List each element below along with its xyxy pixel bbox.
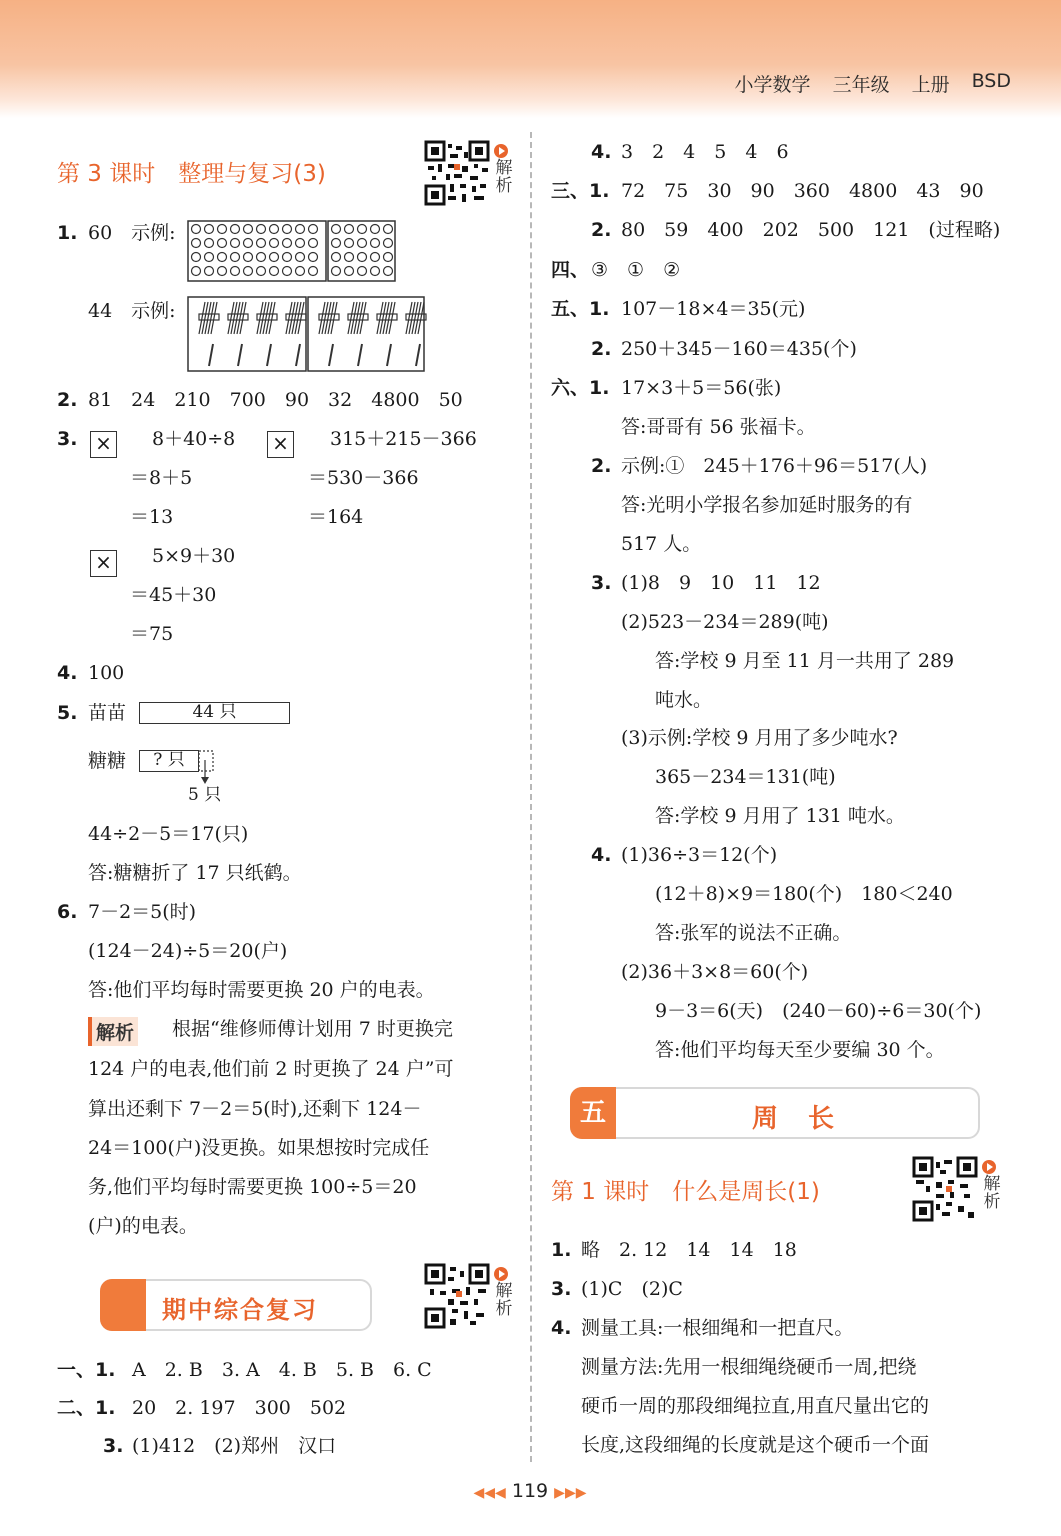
- wrong-mark-1: ×: [90, 431, 117, 458]
- q3-third-line1: 5×9＋30: [152, 545, 236, 567]
- dot: [270, 225, 279, 234]
- dot: [205, 253, 214, 262]
- r-item-5-number: 五、1.: [551, 298, 610, 320]
- qr-code-icon[interactable]: [424, 1263, 490, 1329]
- dot: [257, 253, 266, 262]
- single-stick: [416, 344, 420, 366]
- q5-answer: 答:糖糖折了 17 只纸鹤。: [88, 862, 302, 884]
- q5-equation: 44÷2－5＝17(只): [88, 823, 249, 845]
- s-item-6: 长度,这段细绳的长度就是这个硬币一个面: [581, 1434, 930, 1456]
- dot: [358, 239, 367, 248]
- q1-answer-a: 60 示例:: [88, 222, 176, 244]
- r-item-2: 72 75 30 90 360 4800 43 90: [621, 180, 984, 202]
- dot: [244, 253, 253, 262]
- single-stick: [238, 344, 242, 366]
- qr-code-icon[interactable]: [912, 1156, 978, 1222]
- dot: [384, 225, 393, 234]
- dot: [283, 253, 292, 262]
- dot: [192, 267, 201, 276]
- subject-label: 小学数学: [734, 74, 811, 96]
- analysis-line-5: 务,他们平均每时需要更换 100÷5＝20: [88, 1176, 417, 1198]
- q3-right-line1: 315＋215－366: [330, 428, 477, 450]
- stick-bundle: [257, 302, 277, 334]
- dot: [371, 239, 380, 248]
- r-item-1: 3 2 4 5 4 6: [621, 141, 789, 163]
- page-footer: [450, 1480, 610, 1502]
- q3-left-line1: 8＋40÷8: [152, 428, 236, 450]
- q3-number: 3.: [57, 428, 78, 450]
- header-band: [0, 0, 1061, 118]
- r-item-14: 答:学校 9 月至 11 月一共用了 289: [655, 650, 955, 672]
- analysis-line-1: 根据“维修师傅计划用 7 时更换完: [172, 1018, 453, 1040]
- dot: [257, 239, 266, 248]
- r-item-3: 80 59 400 202 500 121 (过程略): [621, 219, 1001, 241]
- r-item-5: 107－18×4＝35(元): [621, 298, 806, 320]
- r-item-4-number: 四、: [551, 259, 590, 281]
- stick-bundle: [319, 302, 339, 334]
- r-item-20: (12＋8)×9＝180(个) 180＜240: [655, 883, 953, 905]
- q5-bar-tangtang: ? 只: [139, 750, 199, 772]
- dot: [358, 267, 367, 276]
- qr-analysis-label: 解析: [495, 1281, 513, 1319]
- wrong-mark-3: ×: [90, 550, 117, 577]
- mid-section-3-number: 3.: [103, 1435, 124, 1457]
- dot: [257, 267, 266, 276]
- volume-label: 上册: [911, 74, 950, 96]
- prev-arrows-icon: ◀◀◀: [473, 1485, 506, 1501]
- r-item-2-number: 三、1.: [551, 180, 610, 202]
- analysis-tag: 解析: [88, 1017, 138, 1046]
- play-icon[interactable]: [494, 1267, 508, 1281]
- wrong-mark-2: ×: [267, 431, 294, 458]
- dot: [296, 225, 305, 234]
- s-item-4: 测量方法:先用一根细绳绕硬币一周,把绕: [581, 1356, 917, 1378]
- dot: [296, 253, 305, 262]
- mid-section-2-number: 二、1.: [57, 1397, 116, 1419]
- r-item-9-number: 2.: [591, 455, 612, 477]
- stick-bundle: [199, 302, 219, 334]
- dot: [384, 253, 393, 262]
- dot: [192, 253, 201, 262]
- analysis-line-4: 24＝100(户)没更换。如果想按时完成任: [88, 1137, 430, 1159]
- dot: [231, 253, 240, 262]
- chapter-banner: [570, 1087, 980, 1139]
- r-item-12-number: 3.: [591, 572, 612, 594]
- s-item-3-number: 4.: [551, 1317, 572, 1339]
- chapter-number: 五: [570, 1087, 616, 1139]
- dot: [309, 239, 318, 248]
- dot: [384, 239, 393, 248]
- header-info: [735, 70, 1011, 97]
- dot: [309, 225, 318, 234]
- stick-bundle: [406, 302, 426, 334]
- stick-bundle: [228, 302, 248, 334]
- r-item-7: 17×3＋5＝56(张): [621, 377, 782, 399]
- q1-answer-b: 44 示例:: [88, 300, 176, 322]
- r-item-23: 9－3＝6(天) (240－60)÷6＝30(个): [655, 1000, 982, 1022]
- s-item-5: 硬币一周的那段细绳拉直,用直尺量出它的: [581, 1395, 930, 1417]
- analysis-line-2: 124 户的电表,他们前 2 时更换了 24 户”可: [88, 1058, 454, 1080]
- q2-number: 2.: [57, 389, 78, 411]
- r-item-24: 答:他们平均每天至少要编 30 个。: [655, 1039, 945, 1061]
- r-item-16: (3)示例:学校 9 月用了多少吨水?: [621, 727, 898, 749]
- dot: [218, 267, 227, 276]
- dot: [309, 267, 318, 276]
- r-item-11: 517 人。: [621, 533, 702, 555]
- s-item-2: (1)C (2)C: [581, 1278, 683, 1300]
- r-item-19-number: 4.: [591, 844, 612, 866]
- dot: [205, 225, 214, 234]
- play-icon[interactable]: [494, 144, 508, 158]
- dot: [296, 239, 305, 248]
- mid-section-3-answers: (1)412 (2)郑州 汉口: [132, 1435, 337, 1457]
- next-arrows-icon: ▶▶▶: [554, 1485, 587, 1501]
- q5-arrow-icon: [198, 750, 218, 786]
- q3-right-line2: ＝530－366: [308, 467, 419, 489]
- dot: [231, 225, 240, 234]
- dot: [332, 253, 341, 262]
- q3-third-line3: ＝75: [130, 623, 174, 645]
- dot: [244, 267, 253, 276]
- single-stick: [296, 344, 300, 366]
- r-item-21: 答:张军的说法不正确。: [655, 922, 852, 944]
- r-item-4: ③ ① ②: [591, 259, 681, 281]
- single-stick: [267, 344, 271, 366]
- dot-array-figure: [187, 220, 397, 282]
- single-stick: [387, 344, 391, 366]
- dot: [283, 225, 292, 234]
- r-item-10: 答:光明小学报名参加延时服务的有: [621, 494, 913, 516]
- dot: [345, 239, 354, 248]
- r-item-3-number: 2.: [591, 219, 612, 241]
- dot: [244, 225, 253, 234]
- q3-left-line2: ＝8＋5: [130, 467, 193, 489]
- dot: [332, 225, 341, 234]
- q1-number: 1.: [57, 222, 78, 244]
- s-item-3: 测量工具:一根细绳和一把直尺。: [581, 1317, 854, 1339]
- stick-bundle: [377, 302, 397, 334]
- r-item-22: (2)36＋3×8＝60(个): [621, 961, 809, 983]
- dot: [371, 267, 380, 276]
- dot: [345, 225, 354, 234]
- r-item-15: 吨水。: [655, 689, 713, 711]
- dot: [283, 267, 292, 276]
- column-divider: [530, 132, 532, 1462]
- dot: [345, 253, 354, 262]
- r-item-18: 答:学校 9 月用了 131 吨水。: [655, 805, 905, 827]
- chapter-title: 周长: [752, 1104, 865, 1134]
- r-item-7-number: 六、1.: [551, 377, 610, 399]
- single-stick: [209, 344, 213, 366]
- dot: [358, 253, 367, 262]
- qr-code-icon[interactable]: [424, 140, 490, 206]
- dot: [371, 225, 380, 234]
- stick-bundle: [286, 302, 306, 334]
- q4-answer: 100: [88, 662, 125, 684]
- stick-bundles-figure: [187, 296, 427, 372]
- analysis-line-6: (户)的电表。: [88, 1215, 198, 1237]
- dot: [371, 253, 380, 262]
- dot: [257, 225, 266, 234]
- dot: [270, 239, 279, 248]
- q5-bar-miaomiao: 44 只: [139, 702, 290, 724]
- mid-section-1-answers: A 2. B 3. A 4. B 5. B 6. C: [132, 1359, 432, 1381]
- q3-right-line3: ＝164: [308, 506, 364, 528]
- dot: [231, 267, 240, 276]
- q6-number: 6.: [57, 901, 78, 923]
- dot: [345, 267, 354, 276]
- dot: [358, 225, 367, 234]
- single-stick: [329, 344, 333, 366]
- lesson-title-right: 第 1 课时 什么是周长(1): [551, 1179, 820, 1205]
- dot: [270, 267, 279, 276]
- dot: [218, 253, 227, 262]
- dot: [244, 239, 253, 248]
- q2-answers: 81 24 210 700 90 32 4800 50: [88, 389, 463, 411]
- r-item-1-number: 4.: [591, 141, 612, 163]
- dot: [218, 239, 227, 248]
- dot: [270, 253, 279, 262]
- r-item-12: (1)8 9 10 11 12: [621, 572, 821, 594]
- dot: [192, 239, 201, 248]
- r-item-6-number: 2.: [591, 338, 612, 360]
- qr-analysis-label: 解析: [495, 158, 513, 196]
- dot: [205, 239, 214, 248]
- r-item-13: (2)523－234＝289(吨): [621, 611, 829, 633]
- dot: [332, 239, 341, 248]
- dot: [231, 239, 240, 248]
- r-item-17: 365－234＝131(吨): [655, 766, 836, 788]
- q5-difference-label: 5 只: [188, 785, 222, 805]
- qr-analysis-label: 解析: [983, 1174, 1001, 1212]
- dot: [205, 267, 214, 276]
- play-icon[interactable]: [982, 1160, 996, 1174]
- mid-section-1-number: 一、1.: [57, 1359, 116, 1381]
- midterm-review-banner: [100, 1279, 372, 1331]
- analysis-line-3: 算出还剩下 7－2＝5(时),还剩下 124－: [88, 1098, 422, 1120]
- dot: [332, 267, 341, 276]
- r-item-6: 250＋345－160＝435(个): [621, 338, 857, 360]
- dot: [296, 267, 305, 276]
- banner-title: 期中综合复习: [162, 1296, 318, 1324]
- q5-number: 5.: [57, 702, 78, 724]
- mid-section-2-answers: 20 2. 197 300 502: [132, 1397, 347, 1419]
- q5-miaomiao-label: 苗苗: [88, 702, 127, 724]
- dot: [218, 225, 227, 234]
- q3-left-line3: ＝13: [130, 506, 174, 528]
- dot: [283, 239, 292, 248]
- q3-third-line2: ＝45＋30: [130, 584, 217, 606]
- q4-number: 4.: [57, 662, 78, 684]
- r-item-8: 答:哥哥有 56 张福卡。: [621, 416, 816, 438]
- grade-label: 三年级: [832, 74, 890, 96]
- q6-equation-1: 7－2＝5(时): [88, 901, 197, 923]
- q6-equation-2: (124－24)÷5＝20(户): [88, 940, 288, 962]
- stick-bundle: [348, 302, 368, 334]
- lesson-title-left: 第 3 课时 整理与复习(3): [57, 161, 326, 187]
- q5-tangtang-label: 糖糖: [88, 750, 127, 772]
- q6-answer: 答:他们平均每时需要更换 20 户的电表。: [88, 979, 435, 1001]
- s-item-1-number: 1.: [551, 1239, 572, 1261]
- r-item-19: (1)36÷3＝12(个): [621, 844, 778, 866]
- s-item-2-number: 3.: [551, 1278, 572, 1300]
- single-stick: [358, 344, 362, 366]
- page-number: 119: [511, 1480, 549, 1502]
- edition-label: BSD: [971, 70, 1011, 92]
- banner-accent: [100, 1279, 146, 1331]
- s-item-1: 略 2. 12 14 14 18: [581, 1239, 797, 1261]
- r-item-9: 示例:① 245＋176＋96＝517(人): [621, 455, 928, 477]
- dot: [384, 267, 393, 276]
- dot: [192, 225, 201, 234]
- dot: [309, 253, 318, 262]
